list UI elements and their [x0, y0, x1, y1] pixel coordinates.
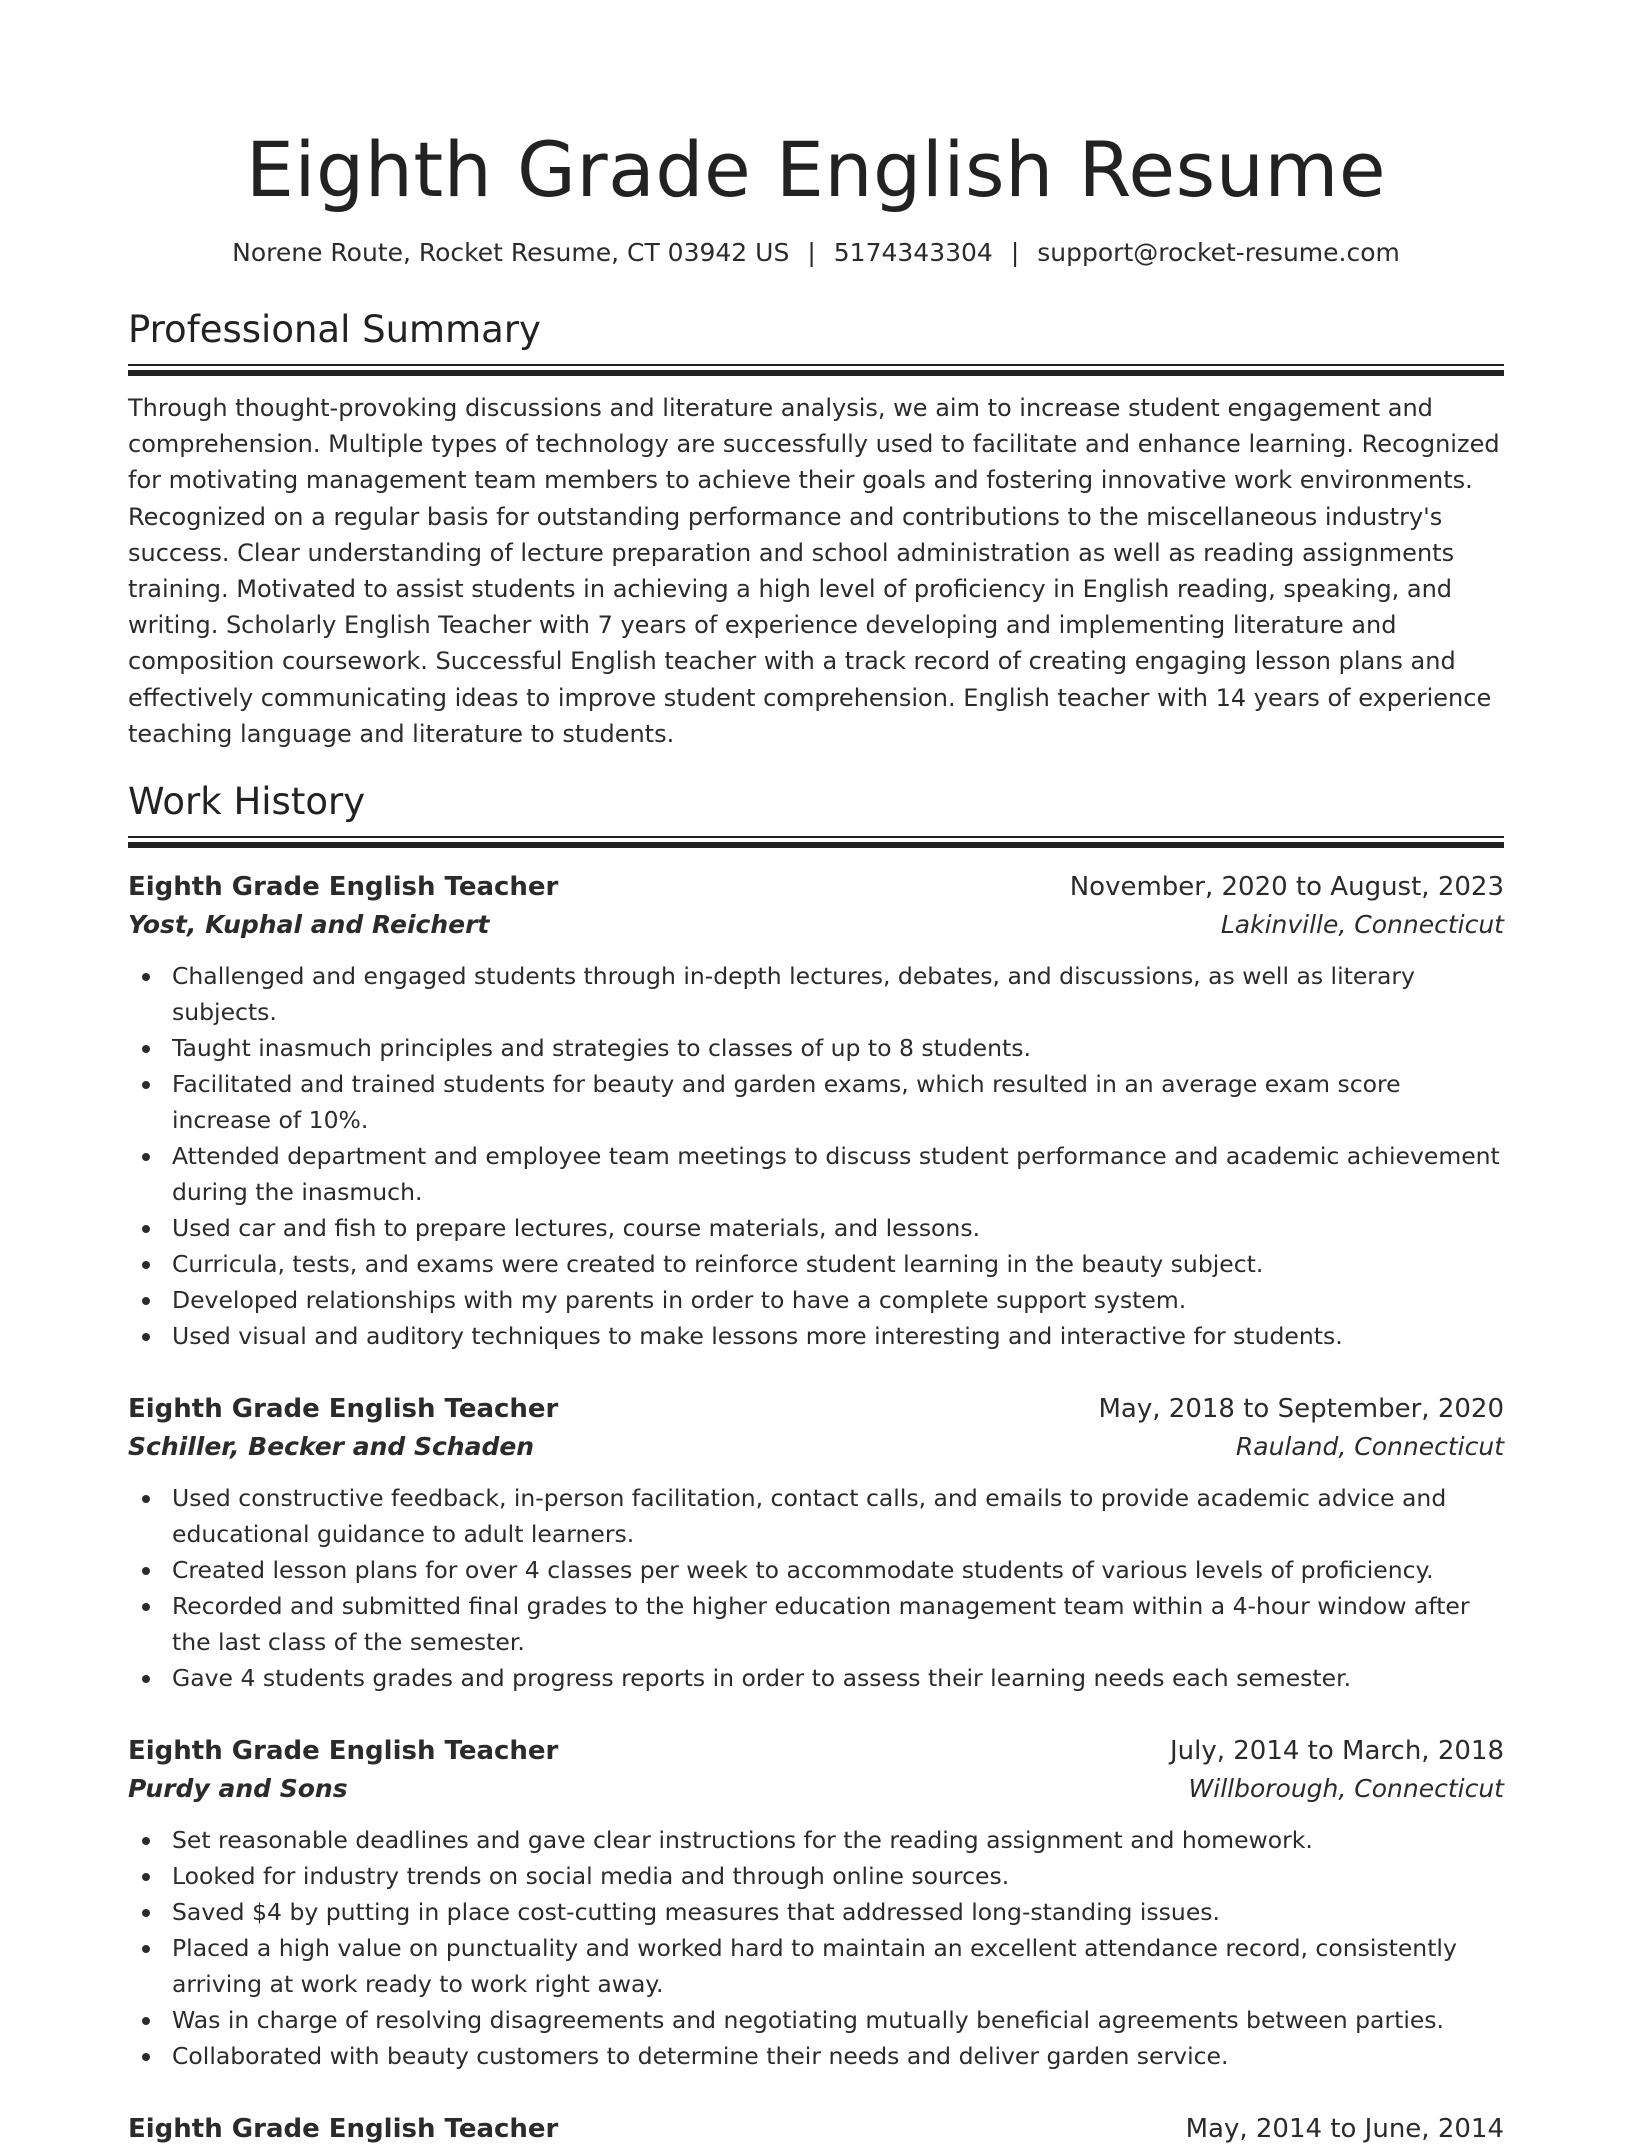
bullet-dot-icon: [142, 1603, 150, 1611]
job-bullet-text: Used car and fish to prepare lectures, course materials, and lessons.: [172, 1214, 981, 1243]
job-bullet-text: Collaborated with beauty customers to determine their needs and deliver garden service.: [172, 2042, 1229, 2071]
job-bullet: [172, 1066, 1504, 1138]
job-bullet: [172, 1588, 1504, 1660]
job-bullet-text: Used visual and auditory techniques to make lessons more interesting and interactive for students.: [172, 1322, 1343, 1351]
job-bullet: [172, 1138, 1504, 1210]
job-company: Purdy and Sons: [128, 1774, 348, 1804]
contact-address: Norene Route, Rocket Resume, CT 03942 US: [232, 238, 790, 267]
bullet-dot-icon: [142, 1225, 150, 1233]
job-bullet-list: [128, 1480, 1504, 1696]
job-title: Eighth Grade English Teacher: [128, 872, 559, 903]
job-entry: [128, 1390, 1504, 1696]
bullet-dot-icon: [142, 1261, 150, 1269]
bullet-dot-icon: [142, 1675, 150, 1683]
bullet-dot-icon: [142, 1333, 150, 1341]
job-location: Lakinville, Connecticut: [1220, 910, 1504, 940]
job-dates: July, 2014 to March, 2018: [1169, 1736, 1504, 1767]
summary-paragraph: Through thought-provoking discussions and literature analysis, we aim to increase student engagement and comprehension. Multiple types of technology are successfully used to facilitate and enhance learning. Recognized for motivating management team members to achieve their goals and fostering innovative work environments. Recognized on a regular basis for outstanding performance and contributions to the miscellaneous industry's success. Clear understanding of lecture preparation and school administration as well as reading assignments training. Motivated to assist students in achieving a high level of proficiency in English reading, speaking, and writing. Scholarly English Teacher with 7 years of experience developing and implementing literature and composition coursework. Successful English teacher with a track record of creating engaging lesson plans and effectively communicating ideas to improve student comprehension. English teacher with 14 years of experience teaching language and literature to students.: [128, 394, 1500, 748]
job-location: Willborough, Connecticut: [1188, 1774, 1504, 1804]
job-company-row: [128, 1770, 1504, 1808]
section-divider: [128, 364, 1504, 376]
job-bullet: [172, 1822, 1504, 1858]
job-bullet: [172, 1858, 1504, 1894]
job-bullet-text: Challenged and engaged students through in-depth lectures, debates, and discussions, as well as literary subjects.: [172, 962, 1415, 1027]
job-bullet: [172, 1930, 1504, 2002]
contact-line: [128, 236, 1504, 270]
job-bullet-text: Recorded and submitted final grades to the higher education management team within a 4-hour window after the last class of the semester.: [172, 1592, 1470, 1657]
job-bullet-text: Created lesson plans for over 4 classes per week to accommodate students of various levels of proficiency.: [172, 1556, 1434, 1585]
bullet-dot-icon: [142, 2053, 150, 2061]
job-bullet-text: Saved $4 by putting in place cost-cutting measures that addressed long-standing issues.: [172, 1898, 1220, 1927]
job-bullet-text: Gave 4 students grades and progress reports in order to assess their learning needs each semester.: [172, 1664, 1352, 1693]
job-bullet-text: Was in charge of resolving disagreements and negotiating mutually beneficial agreements between parties.: [172, 2006, 1445, 2035]
job-bullet: [172, 958, 1504, 1030]
job-bullet: [172, 2002, 1504, 2038]
job-company: Schiller, Becker and Schaden: [128, 1432, 535, 1462]
job-entry: [128, 1732, 1504, 2074]
job-bullet: [172, 1318, 1504, 1354]
job-location: Rauland, Connecticut: [1235, 1432, 1504, 1462]
job-bullet: [172, 1282, 1504, 1318]
contact-separator: |: [807, 238, 816, 267]
bullet-dot-icon: [142, 1837, 150, 1845]
section-heading-work: Work History: [128, 780, 366, 824]
job-header-row: [128, 1390, 1504, 1428]
bullet-dot-icon: [142, 2017, 150, 2025]
job-bullet-list: [128, 958, 1504, 1354]
job-bullet: [172, 2038, 1504, 2074]
job-bullet-text: Set reasonable deadlines and gave clear instructions for the reading assignment and homework.: [172, 1826, 1313, 1855]
job-title: Eighth Grade English Teacher: [128, 1394, 559, 1425]
job-bullet: [172, 1480, 1504, 1552]
job-bullet: [172, 1246, 1504, 1282]
job-bullet-text: Used constructive feedback, in-person facilitation, contact calls, and emails to provide academic advice and educational guidance to adult learners.: [172, 1484, 1447, 1549]
job-bullet: [172, 1030, 1504, 1066]
job-bullet-text: Placed a high value on punctuality and worked hard to maintain an excellent attendance record, consistently arriving at work ready to work right away.: [172, 1934, 1457, 1999]
bullet-dot-icon: [142, 1297, 150, 1305]
job-bullet-text: Looked for industry trends on social media and through online sources.: [172, 1862, 1010, 1891]
job-bullet-text: Facilitated and trained students for beauty and garden exams, which resulted in an average exam score increase of 10%.: [172, 1070, 1401, 1135]
job-dates: May, 2018 to September, 2020: [1098, 1394, 1504, 1425]
job-bullet: [172, 1210, 1504, 1246]
bullet-dot-icon: [142, 1909, 150, 1917]
job-bullet-list: [128, 1822, 1504, 2074]
section-heading-summary: Professional Summary: [128, 308, 541, 351]
job-bullet: [172, 1552, 1504, 1588]
bullet-dot-icon: [142, 1873, 150, 1881]
job-bullet: [172, 1894, 1504, 1930]
contact-phone: 5174343304: [833, 238, 993, 267]
bullet-dot-icon: [142, 1081, 150, 1089]
bullet-dot-icon: [142, 973, 150, 981]
contact-email: support@rocket-resume.com: [1037, 238, 1400, 267]
job-company-row: [128, 1428, 1504, 1466]
job-header-row: [128, 868, 1504, 906]
bullet-dot-icon: [142, 1495, 150, 1503]
professional-summary-section: [128, 306, 1504, 752]
work-history-section: [128, 778, 1504, 2148]
bullet-dot-icon: [142, 1153, 150, 1161]
job-bullet-text: Attended department and employee team meetings to discuss student performance and academic achievement during the inasmuch.: [172, 1142, 1500, 1207]
job-header-row: [128, 2110, 1504, 2148]
bullet-dot-icon: [142, 1945, 150, 1953]
section-divider: [128, 836, 1504, 848]
bullet-dot-icon: [142, 1045, 150, 1053]
job-entry: [128, 868, 1504, 1354]
job-company: Yost, Kuphal and Reichert: [128, 910, 490, 940]
job-header-row: [128, 1732, 1504, 1770]
bullet-dot-icon: [142, 1567, 150, 1575]
job-bullet-text: Taught inasmuch principles and strategies to classes of up to 8 students.: [172, 1034, 1031, 1063]
resume-page: [128, 0, 1504, 2148]
job-title: Eighth Grade English Teacher: [128, 2114, 559, 2145]
job-bullet-text: Developed relationships with my parents in order to have a complete support system.: [172, 1286, 1187, 1315]
job-company-row: [128, 906, 1504, 944]
contact-separator: |: [1010, 238, 1020, 267]
resume-title: Eighth Grade English Resume: [245, 125, 1387, 214]
job-bullet: [172, 1660, 1504, 1696]
job-entry: [128, 2110, 1504, 2148]
job-dates: November, 2020 to August, 2023: [1069, 872, 1504, 903]
job-title: Eighth Grade English Teacher: [128, 1736, 559, 1767]
job-dates: May, 2014 to June, 2014: [1185, 2114, 1504, 2145]
job-bullet-text: Curricula, tests, and exams were created to reinforce student learning in the beauty subject.: [172, 1250, 1264, 1279]
